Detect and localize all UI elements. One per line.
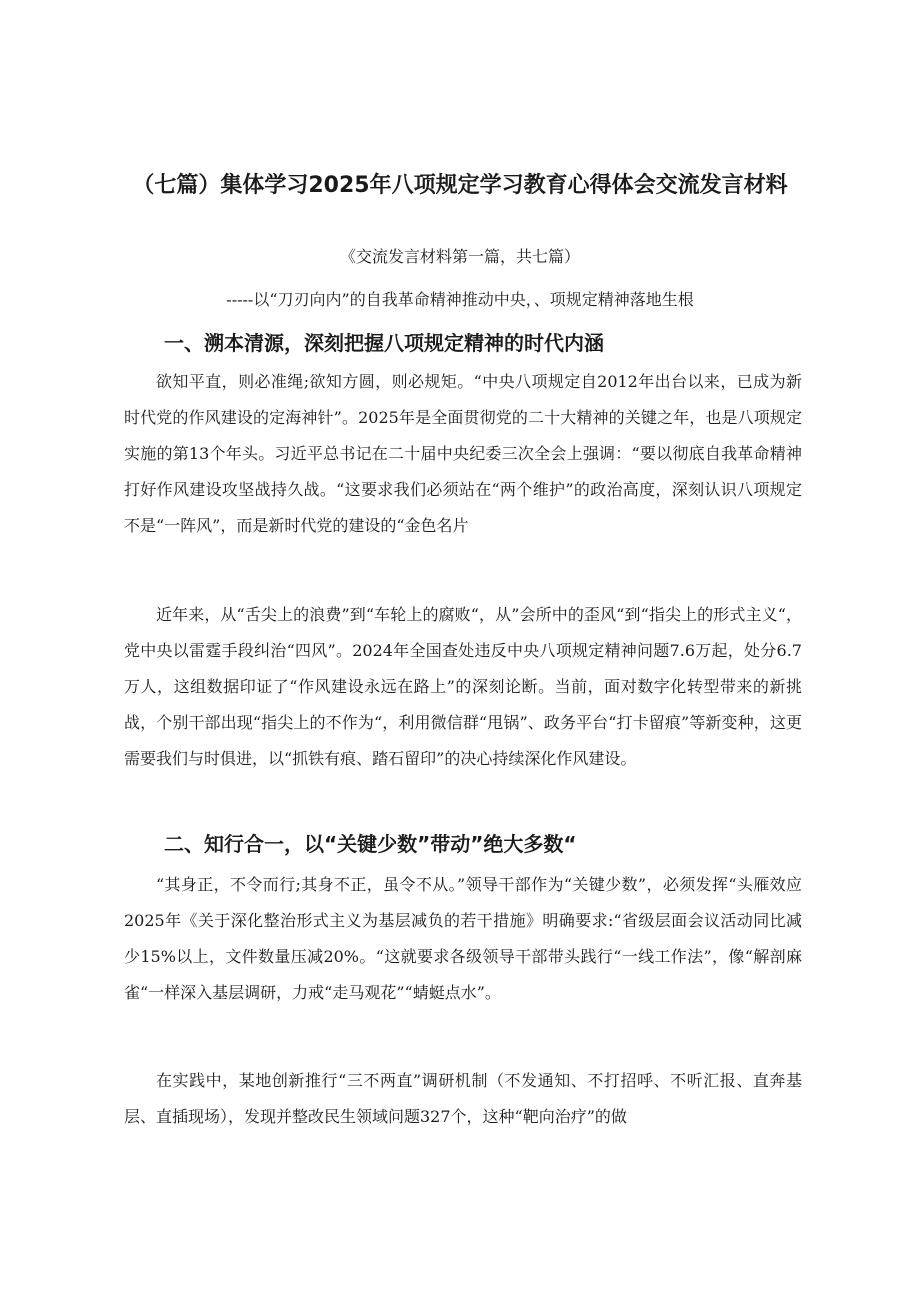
section-1-heading: 一、溯本清源，深刻把握八项规定精神的时代内涵 [164, 331, 604, 355]
section-2-paragraph-2: 在实践中，某地创新推行“三不两直”调研机制（不发通知、不打招呼、不听汇报、直奔基层、直插现场），发现并整改民生领域问题327个，这种“靶向治疗”的做 [124, 1071, 802, 1126]
section-1-paragraph-1: 欲知平直，则必准绳;欲知方圆，则必规矩。“中央八项规定自2012年出台以来，已成为新时代党的作风建设的定海神针”。2025年是全面贯彻党的二十大精神的关键之年，也是八项规定实施的第13个年头。习近平总书记在二十届中央纪委三次全会上强调：“要以彻底自我革命精神打好作风建设攻坚战持久战。“这要求我们必须站在“两个维护”的政治高度，深刻认识八项规定不是“一阵风”，而是新时代党的建设的“金色名片 [124, 372, 802, 535]
document-tagline: -----以“刀刃向内”的自我革命精神推动中央，、项规定精神落地生根 [226, 290, 694, 309]
section-2-paragraph-1: “其身正，不令而行;其身不正，虽令不从。”领导干部作为“关键少数”，必须发挥“头雁效应2025年《关于深化整治形式主义为基层减负的若干措施》明确要求:“省级层面会议活动同比减少15%以上，文件数量压减20%。“这就要求各级领导干部带头践行“一线工作法”，像“解剖麻雀“一样深入基层调研，力戒“走马观花”“蜻蜓点水”。 [124, 875, 802, 1002]
section-1-paragraph-2: 近年来，从“舌尖上的浪费”到“车轮上的腐败“，从”会所中的歪风“到“指尖上的形式主义“，党中央以雷霆手段纠治“四风”。2024年全国查处违反中央八项规定精神问题7.6万起，处分6.7万人，这组数据印证了“作风建设永远在路上”的深刻论断。当前，面对数字化转型带来的新挑战，个别干部出现“指尖上的不作为“，利用微信群“甩锅”、政务平台“打卡留痕”等新变种，这更需要我们与时俱进，以“抓铁有痕、踏石留印”的决心持续深化作风建设。 [124, 605, 802, 768]
section-2-heading: 二、知行合一，以“关键少数”带动”绝大多数“ [164, 832, 577, 856]
document-subtitle: 《交流发言材料第一篇，共七篇） [339, 247, 580, 266]
document-title: （七篇）集体学习2025年八项规定学习教育心得体会交流发言材料 [132, 173, 788, 198]
